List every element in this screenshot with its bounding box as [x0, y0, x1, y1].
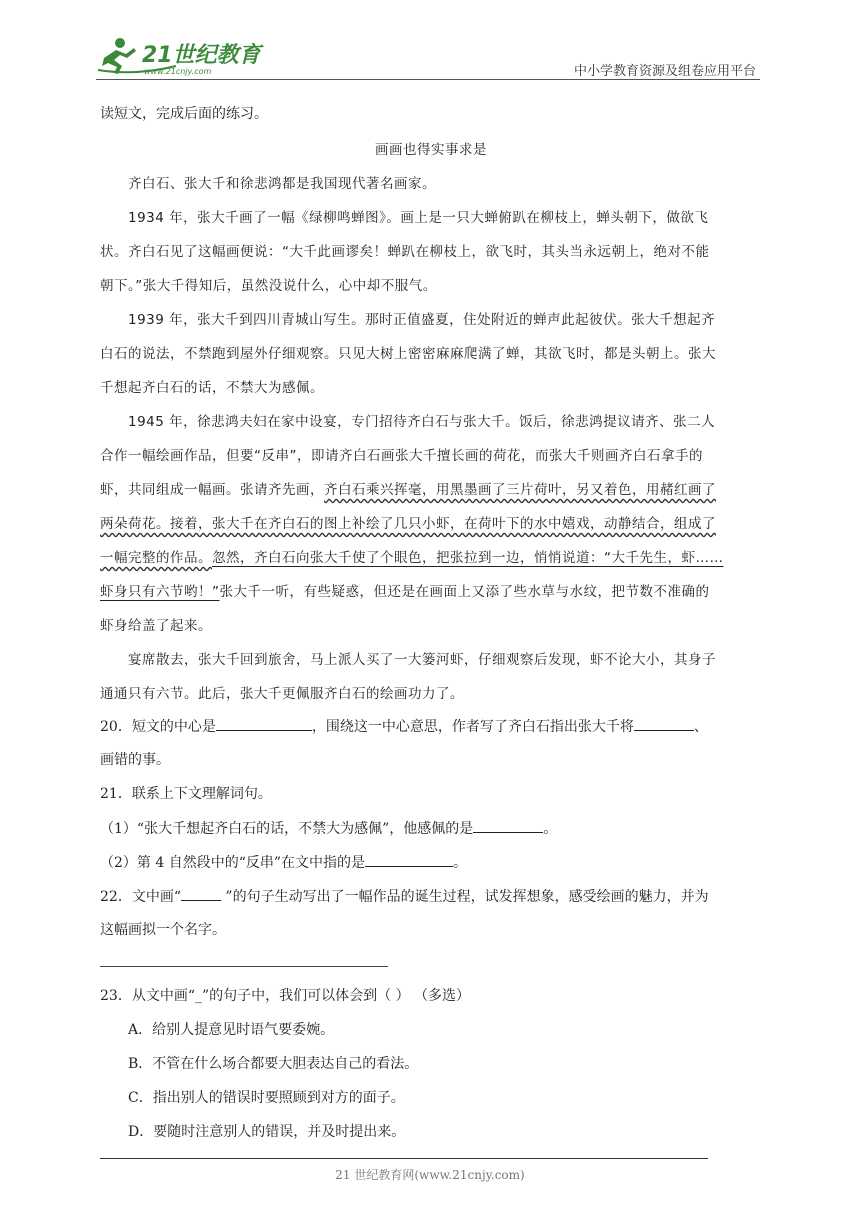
passage-line: 朝下。”张大千得知后，虽然没说什么，心中却不服气。: [100, 278, 437, 294]
question-text: ，围绕这一中心意思，作者写了齐白石指出张大千将: [311, 719, 634, 735]
answer-line[interactable]: [100, 966, 388, 967]
page-header: [96, 30, 760, 80]
question-text: 。: [543, 821, 558, 837]
passage-line: [100, 548, 724, 568]
wavy-underlined-sentence: 一幅完整的作品。: [100, 550, 212, 566]
passage-line: 1945 年，徐悲鸿夫妇在家中设宴，专门招待齐白石与张大千。饭后，徐悲鸿提议请齐、张二人: [128, 414, 716, 430]
passage-line: 千想起齐白石的话，不禁大为感佩。: [100, 380, 324, 396]
passage-title: 画画也得实事求是: [375, 142, 487, 158]
question-text: ”的句子生动写出了一幅作品的诞生过程，试发挥想象，感受绘画的魅力，并为: [220, 889, 709, 905]
logo-21cnjy: [96, 36, 266, 76]
svg-text:21世纪教育: 21世纪教育: [142, 43, 261, 68]
question-22: [100, 886, 709, 907]
passage-line: 1934 年，张大千画了一幅《绿柳鸣蝉图》。画上是一只大蝉俯趴在柳枝上，蝉头朝下，做欲飞: [128, 210, 709, 226]
question-text: 22．文中画“: [100, 889, 181, 905]
wavy-underlined-sentence: 两朵荷花。接着，张大千在齐白石的图上补绘了几只小虾，在荷叶下的水中嬉戏，动静结合，组成了: [100, 516, 716, 532]
option-d[interactable]: D．要随时注意别人的错误，并及时提出来。: [128, 1124, 406, 1140]
answer-blank[interactable]: [634, 716, 694, 731]
passage-line: 齐白石、张大千和徐悲鸿都是我国现代著名画家。: [128, 176, 436, 192]
question-21: 21．联系上下文理解词句。: [100, 786, 272, 802]
question-20: [100, 716, 708, 737]
passage-line: 虾身给盖了起来。: [100, 618, 212, 634]
passage-line: [100, 480, 716, 500]
answer-blank[interactable]: [216, 716, 312, 731]
wavy-line-marker: [181, 886, 221, 901]
wavy-underlined-sentence: 齐白石乘兴挥毫，用黑墨画了三片荷叶，另又着色，用赭红画了: [324, 482, 716, 498]
page-footer[interactable]: 21 世纪教育网(www.21cnjy.com): [335, 1168, 525, 1182]
header-divider: [96, 79, 760, 80]
question-23: 23．从文中画“_”的句子中，我们可以体会到（ ） （多选）: [100, 988, 471, 1004]
option-c[interactable]: C．指出别人的错误时要照顾到对方的面子。: [128, 1090, 405, 1106]
question-20-cont: 画错的事。: [100, 752, 170, 768]
svg-text:www.21cnjy.com: www.21cnjy.com: [144, 67, 212, 76]
question-text: 20．短文的中心是: [100, 719, 216, 735]
question-text: （2）第 4 自然段中的“反串”在文中指的是: [100, 855, 366, 871]
answer-blank[interactable]: [365, 852, 453, 867]
passage-line: 白石的说法，不禁跑到屋外仔细观察。只见大树上密密麻麻爬满了蝉，其欲飞时，都是头朝上。张大: [100, 346, 716, 362]
passage-line: [100, 582, 710, 602]
underlined-sentence: 忽然，齐白石向张大千使了个眼色，把张拉到一边，悄悄说道：“大千先生，虾……: [212, 550, 724, 566]
plain-text: 虾，共同组成一幅画。张请齐先画，: [100, 482, 324, 498]
answer-blank[interactable]: [473, 818, 543, 833]
underlined-sentence: 虾身只有六节哟！”: [100, 584, 220, 600]
passage-line: 1939 年，张大千到四川青城山写生。那时正值盛夏，住处附近的蝉声此起彼伏。张大千想起齐: [128, 312, 716, 328]
question-text: 。: [453, 855, 468, 871]
question-22-cont: 这幅画拟一个名字。: [100, 922, 226, 938]
passage-line: 状。齐白石见了这幅画便说：“大千此画谬矣！蝉趴在柳枝上，欲飞时，其头当永远朝上，绝对不能: [100, 244, 710, 260]
plain-text: 张大千一听，有些疑惑，但还是在画面上又添了些水草与水纹，把节数不准确的: [219, 584, 710, 600]
intro-text: 读短文，完成后面的练习。: [100, 106, 268, 122]
option-b[interactable]: B．不管在什么场合都要大胆表达自己的看法。: [128, 1056, 419, 1072]
passage-line: 宴席散去，张大千回到旅舍，马上派人买了一大篓河虾，仔细观察后发现，虾不论大小，其身子: [128, 652, 716, 668]
question-text: 、: [693, 719, 708, 735]
footer-divider: [100, 1158, 708, 1159]
question-21-1: [100, 818, 557, 839]
question-21-2: [100, 852, 467, 873]
passage-line: 通通只有六节。此后，张大千更佩服齐白石的绘画功力了。: [100, 686, 464, 702]
option-a[interactable]: A．给别人提意见时语气要委婉。: [128, 1022, 335, 1038]
question-text: （1）“张大千想起齐白石的话，不禁大为感佩”，他感佩的是: [100, 821, 474, 837]
platform-name: 中小学教育资源及组卷应用平台: [573, 64, 756, 79]
passage-line: 合作一幅绘画作品，但要“反串”，即请齐白石画张大千擅长画的荷花，而张大千则画齐白石拿手的: [100, 448, 703, 464]
